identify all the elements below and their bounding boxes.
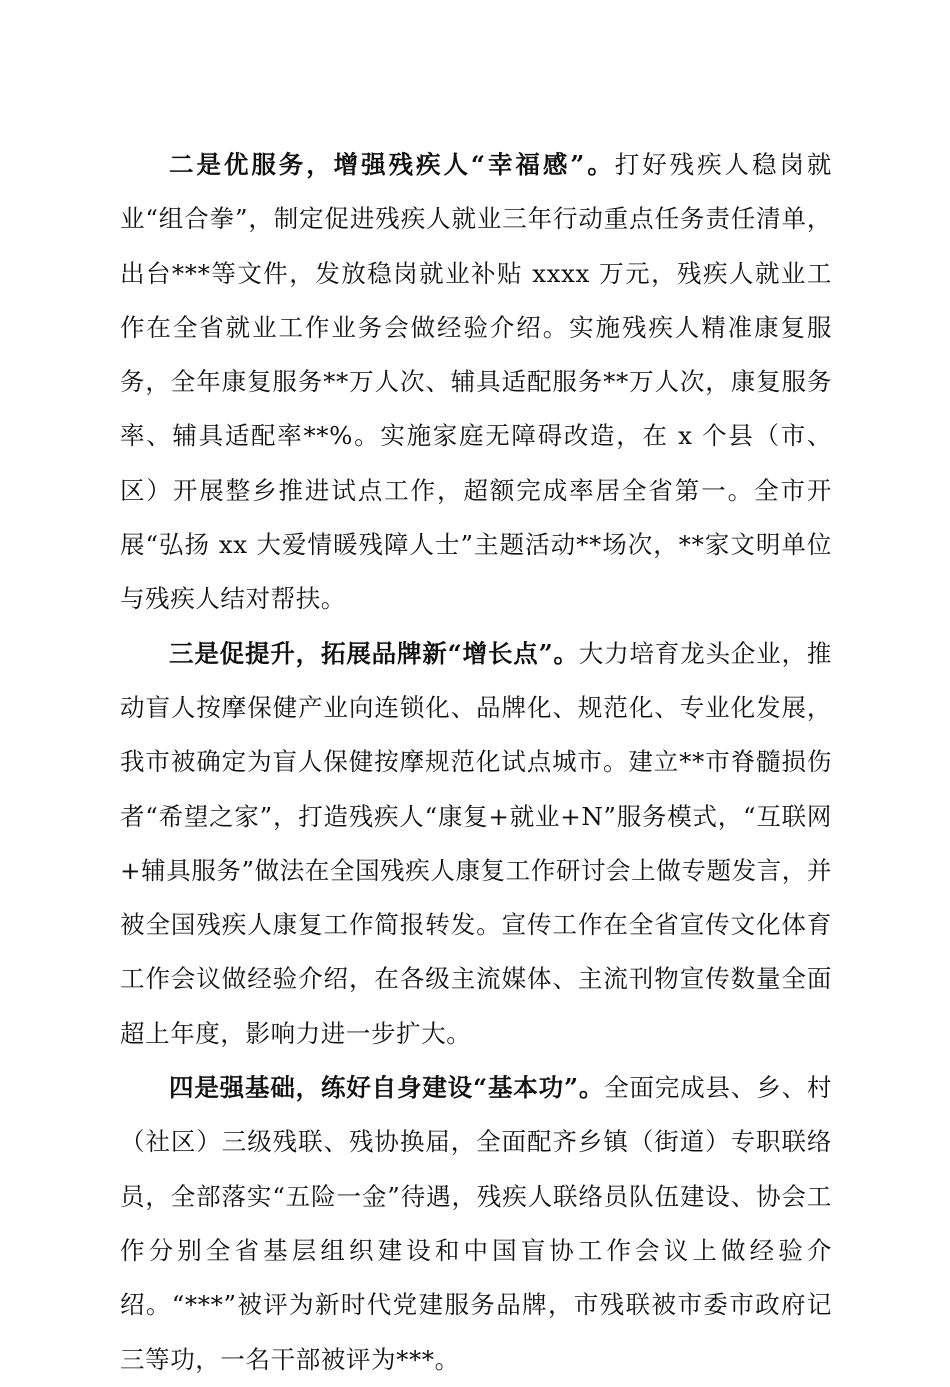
paragraph-foundation — [120, 1061, 832, 1387]
paragraph-lead: 二是优服务，增强残疾人“幸福感”。 — [169, 150, 615, 179]
paragraph-lead: 四是强基础，练好自身建设“基本功”。 — [169, 1073, 605, 1103]
paragraph-lead: 三是促提升，拓展品牌新“增长点”。 — [169, 638, 579, 668]
paragraph-body: 打好残疾人稳岗就业“组合拳”，制定促进残疾人就业三年行动重点任务责任清单，出台***等文件，发放稳岗就业补贴 xxxx 万元，残疾人就业工作在全省就业工作业务会做经验介绍。实施残疾人精准康复服务，全年康复服务**万人次、辅具适配服务**万人次，康复服务率、辅具适配率**%。实施家庭无障碍改造，在 x 个县（市、区）开展整乡推进试点工作，超额完成率居全省第一。全市开展“弘扬 xx 大爱情暖残障人士”主题活动**场次，**家文明单位与残疾人结对帮扶。 — [120, 150, 832, 614]
paragraph-services — [120, 138, 832, 627]
document-body — [120, 138, 832, 1387]
paragraph-body: 大力培育龙头企业，推动盲人按摩保健产业向连锁化、品牌化、规范化、专业化发展，我市被确定为盲人保健按摩规范化试点城市。建立**市脊髓损伤者“希望之家”，打造残疾人“康复+就业+N”服务模式，“互联网+辅具服务”做法在全国残疾人康复工作研讨会上做专题发言，并被全国残疾人康复工作简报转发。宣传工作在全省宣传文化体育工作会议做经验介绍，在各级主流媒体、主流刊物宣传数量全面超上年度，影响力进一步扩大。 — [120, 638, 833, 1048]
paragraph-brand — [120, 627, 832, 1061]
paragraph-body: 全面完成县、乡、村（社区）三级残联、残协换届，全面配齐乡镇（街道）专职联络员，全部落实“五险一金”待遇，残疾人联络员队伍建设、协会工作分别全省基层组织建设和中国盲协工作会议上做经验介绍。“***”被评为新时代党建服务品牌，市残联被市委市政府记三等功，一名干部被评为***。 — [120, 1073, 832, 1374]
